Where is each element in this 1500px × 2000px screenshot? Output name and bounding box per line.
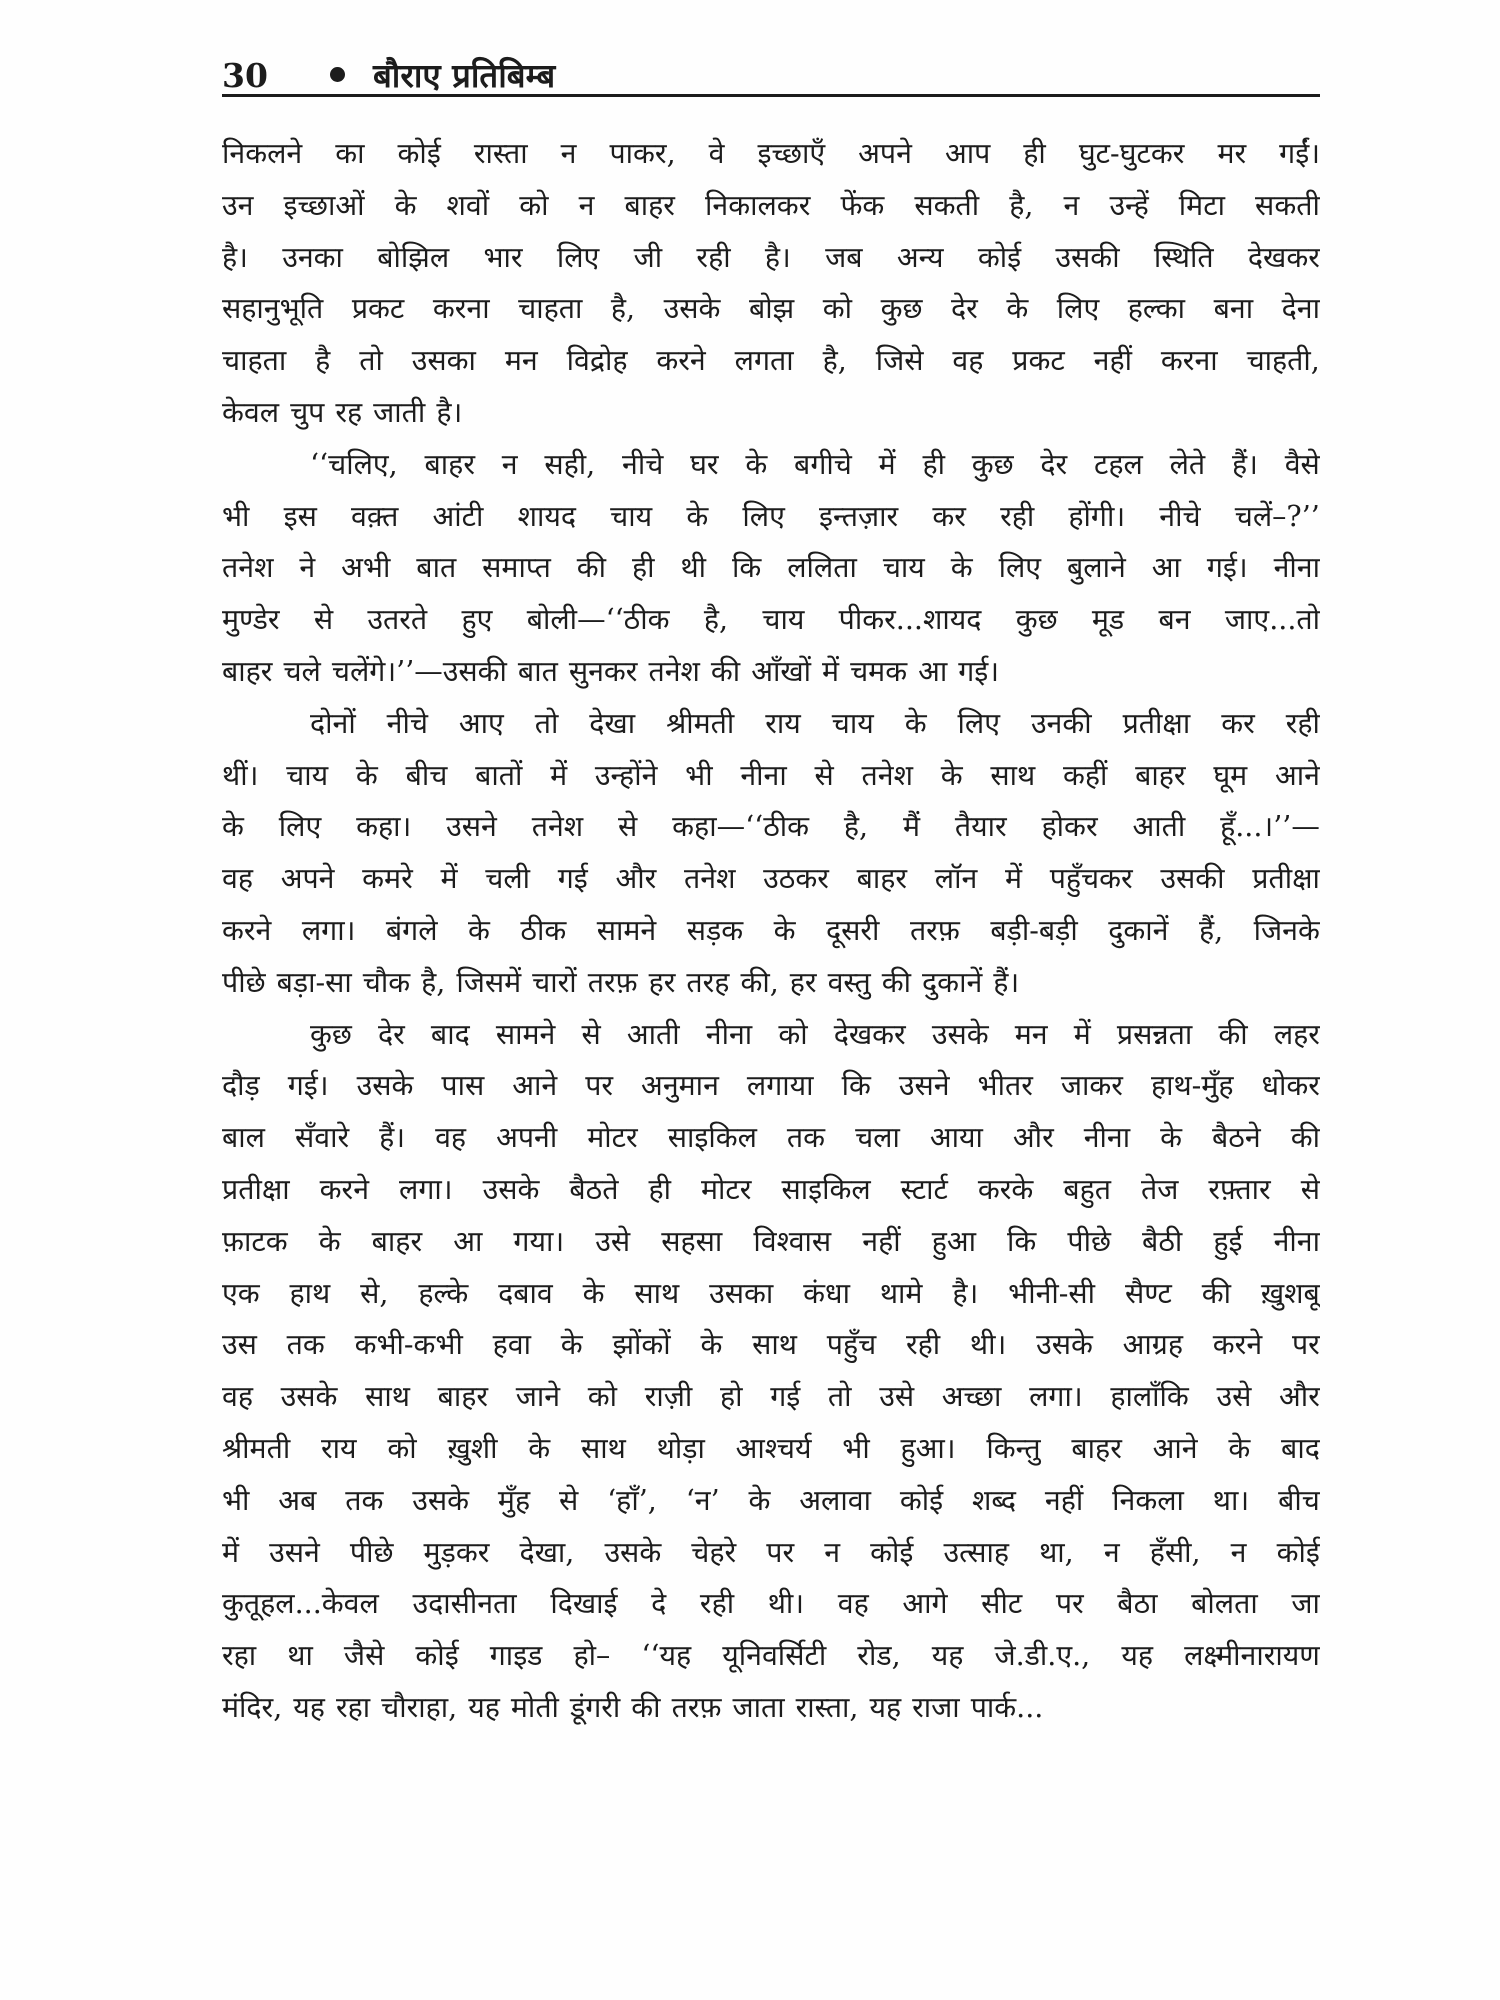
text-line: प्रतीक्षा करने लगा। उसके बैठते ही मोटर साइकिल स्टार्ट करके बहुत तेज रफ़्तार से: [222, 1172, 1320, 1206]
text-line: बाल सँवारे हैं। वह अपनी मोटर साइकिल तक चला आया और नीना के बैठने की: [222, 1121, 1320, 1155]
text-line: ‘‘चलिए, बाहर न सही, नीचे घर के बगीचे में ही कुछ देर टहल लेते हैं। वैसे: [310, 447, 1320, 481]
text-line: पीछे बड़ा-सा चौक है, जिसमें चारों तरफ़ हर तरह की, हर वस्तु की दुकानें हैं।: [222, 965, 1020, 999]
text-line: तनेश ने अभी बात समाप्त की ही थी कि ललिता चाय के लिए बुलाने आ गई। नीना: [222, 551, 1320, 585]
page-number: 30: [222, 56, 268, 95]
text-line: वह उसके साथ बाहर जाने को राज़ी हो गई तो उसे अच्छा लगा। हालाँकि उसे और: [222, 1380, 1320, 1414]
text-line: है। उनका बोझिल भार लिए जी रही है। जब अन्य कोई उसकी स्थिति देखकर: [222, 240, 1320, 274]
text-line: थीं। चाय के बीच बातों में उन्होंने भी नीना से तनेश के साथ कहीं बाहर घूम आने: [222, 758, 1320, 792]
text-line: दोनों नीचे आए तो देखा श्रीमती राय चाय के लिए उनकी प्रतीक्षा कर रही: [310, 706, 1320, 740]
text-line: के लिए कहा। उसने तनेश से कहा—‘‘ठीक है, मैं तैयार होकर आती हूँ...।’’—: [222, 810, 1320, 844]
text-line: श्रीमती राय को ख़ुशी के साथ थोड़ा आश्चर्य भी हुआ। किन्तु बाहर आने के बाद: [222, 1431, 1320, 1465]
text-line: भी इस वक़्त आंटी शायद चाय के लिए इन्तज़ार कर रही होंगी। नीचे चलें–?’’: [222, 499, 1320, 533]
text-line: मुण्डेर से उतरते हुए बोली—‘‘ठीक है, चाय पीकर...शायद कुछ मूड बन जाए...तो: [222, 603, 1320, 637]
text-line: करने लगा। बंगले के ठीक सामने सड़क के दूसरी तरफ़ बड़ी-बड़ी दुकानें हैं, जिनके: [222, 913, 1320, 947]
text-line: रहा था जैसे कोई गाइड हो– ‘‘यह यूनिवर्सिटी रोड, यह जे.डी.ए., यह लक्ष्मीनारायण: [222, 1639, 1320, 1673]
text-line: मंदिर, यह रहा चौराहा, यह मोती डूंगरी की तरफ़ जाता रास्ता, यह राजा पार्क...: [222, 1690, 1044, 1724]
text-line: दौड़ गई। उसके पास आने पर अनुमान लगाया कि उसने भीतर जाकर हाथ-मुँह धोकर: [222, 1069, 1320, 1103]
bullet-separator: [330, 67, 345, 82]
text-line: चाहता है तो उसका मन विद्रोह करने लगता है, जिसे वह प्रकट नहीं करना चाहती,: [222, 344, 1320, 378]
text-line: एक हाथ से, हल्के दबाव के साथ उसका कंधा थामे है। भीनी-सी सैण्ट की ख़ुशबू: [222, 1276, 1320, 1310]
text-line: कुतूहल...केवल उदासीनता दिखाई दे रही थी। वह आगे सीट पर बैठा बोलता जा: [222, 1587, 1320, 1621]
text-line: उस तक कभी-कभी हवा के झोंकों के साथ पहुँच रही थी। उसके आग्रह करने पर: [222, 1328, 1320, 1362]
text-line: सहानुभूति प्रकट करना चाहता है, उसके बोझ को कुछ देर के लिए हल्का बना देना: [222, 292, 1320, 326]
running-header: [222, 32, 1320, 95]
text-line: निकलने का कोई रास्ता न पाकर, वे इच्छाएँ अपने आप ही घुट-घुटकर मर गईं।: [222, 137, 1320, 170]
text-line: फ़ाटक के बाहर आ गया। उसे सहसा विश्वास नहीं हुआ कि पीछे बैठी हुई नीना: [222, 1224, 1320, 1258]
text-line: वह अपने कमरे में चली गई और तनेश उठकर बाहर लॉन में पहुँचकर उसकी प्रतीक्षा: [222, 862, 1320, 896]
body-text: [222, 128, 1320, 1734]
header-rule: [222, 94, 1320, 97]
text-line: केवल चुप रह जाती है।: [222, 395, 463, 429]
text-line: उन इच्छाओं के शवों को न बाहर निकालकर फेंक सकती है, न उन्हें मिटा सकती: [222, 188, 1320, 222]
text-line: बाहर चले चलेंगे।’’—उसकी बात सुनकर तनेश की आँखों में चमक आ गई।: [222, 654, 1000, 688]
book-title: बौराए प्रतिबिम्ब: [372, 56, 556, 95]
text-line: में उसने पीछे मुड़कर देखा, उसके चेहरे पर न कोई उत्साह था, न हँसी, न कोई: [222, 1535, 1320, 1569]
text-line: भी अब तक उसके मुँह से ‘हाँ’, ‘न’ के अलावा कोई शब्द नहीं निकला था। बीच: [222, 1483, 1320, 1517]
text-line: कुछ देर बाद सामने से आती नीना को देखकर उसके मन में प्रसन्नता की लहर: [310, 1017, 1320, 1051]
